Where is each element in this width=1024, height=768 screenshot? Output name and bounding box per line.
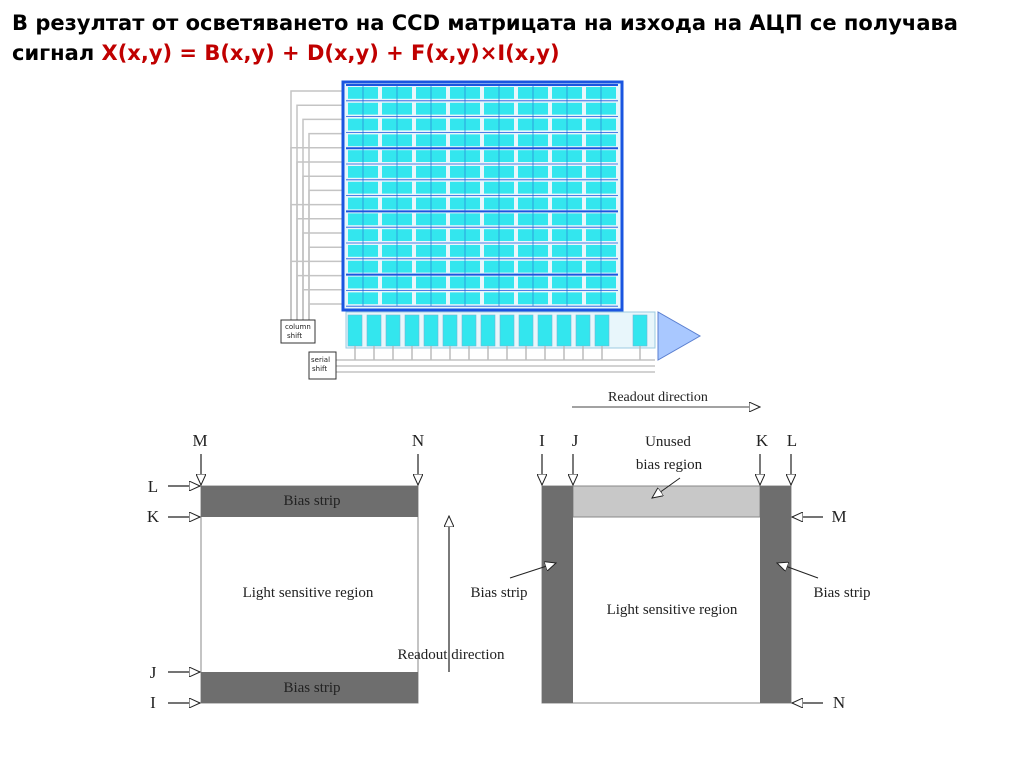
left-label-I: I [150, 693, 156, 712]
ccd-matrix [281, 82, 760, 407]
serial-shift-label-1: serial [311, 356, 331, 364]
serial-register-cell [405, 315, 419, 346]
clock-wire [297, 276, 343, 322]
clock-wire [309, 190, 343, 322]
serial-register-cell [538, 315, 552, 346]
clock-wire [309, 247, 343, 322]
right-unused-bias-region [573, 486, 760, 517]
clock-wire [291, 91, 343, 322]
right-unused-label-1: Unused [645, 434, 691, 450]
left-ccd-layout [147, 431, 505, 712]
serial-register-cell [481, 315, 495, 346]
serial-register-cell [348, 315, 362, 346]
left-label-K: K [146, 507, 160, 526]
right-label-L: L [786, 431, 798, 450]
left-label-N: N [411, 431, 425, 450]
serial-register [346, 312, 655, 360]
column-shift-label-1: column [285, 323, 311, 331]
serial-register-cell [595, 315, 609, 346]
serial-register-cell [367, 315, 381, 346]
right-unused-label-2: bias region [635, 457, 703, 473]
right-ccd-layout [470, 431, 870, 712]
clock-wire [297, 162, 343, 322]
column-shift-label-2: shift [287, 332, 303, 340]
right-label-N: N [832, 693, 846, 712]
left-light-region-label: Light sensitive region [242, 585, 374, 601]
serial-register-cell [424, 315, 438, 346]
serial-register-cell [576, 315, 590, 346]
serial-register-cell [500, 315, 514, 346]
serial-register-cell [386, 315, 400, 346]
right-label-I: I [539, 431, 545, 450]
serial-register-cell [443, 315, 457, 346]
left-label-L: L [147, 477, 159, 496]
heading-text: В резултат от осветяването на CCD матрицата на изхода на АЦП се получава сигнал [12, 11, 958, 65]
right-chip-outline [542, 486, 791, 703]
output-amplifier [658, 312, 700, 360]
serial-register-cell [557, 315, 571, 346]
left-bottom-bias-label: Bias strip [283, 680, 341, 696]
serial-register-cell [519, 315, 533, 346]
right-label-M: M [831, 507, 847, 526]
clock-wire [297, 219, 343, 322]
left-readout-label: Readout direction [397, 647, 505, 663]
clock-wire [309, 304, 343, 322]
left-top-bias-label: Bias strip [283, 493, 341, 509]
heading-formula: X(x,y) = B(x,y) + D(x,y) + F(x,y)×I(x,y) [101, 41, 560, 65]
serial-register-cell [633, 315, 647, 346]
clock-wire [291, 148, 343, 322]
right-right-bias-label: Bias strip [813, 585, 871, 601]
serial-register-cell [462, 315, 476, 346]
right-label-K: K [755, 431, 769, 450]
ccd-readout-label: Readout direction [608, 390, 708, 405]
left-label-J: J [149, 663, 157, 682]
right-light-region-label: Light sensitive region [606, 602, 738, 618]
clock-wire [291, 261, 343, 322]
right-left-bias-strip [542, 486, 573, 703]
right-right-bias-strip [760, 486, 791, 703]
right-label-J: J [571, 431, 579, 450]
right-left-bias-label: Bias strip [470, 585, 528, 601]
left-label-M: M [192, 431, 208, 450]
serial-shift-label-2: shift [312, 365, 328, 373]
